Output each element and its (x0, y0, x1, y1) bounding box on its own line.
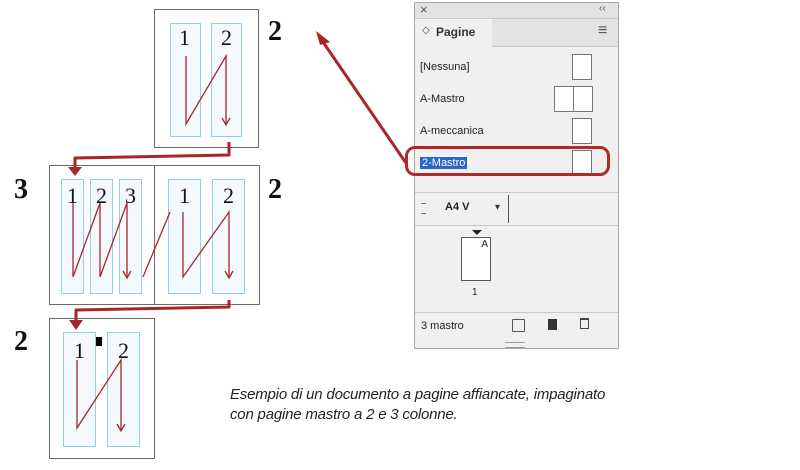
selected-master-highlight (405, 146, 610, 176)
divider-line (508, 195, 509, 223)
flow-line (143, 212, 170, 277)
master-thumbnail (572, 118, 592, 144)
column-number: 2 (118, 338, 129, 363)
master-thumbnail (573, 86, 593, 112)
flow-line (183, 212, 229, 277)
column-number: 2 (221, 25, 232, 50)
column-number: 3 (125, 183, 136, 208)
column-number: 2 (223, 183, 234, 208)
current-page-marker-icon (472, 230, 482, 235)
tab-arrows-icon: ◇ (422, 25, 430, 36)
flow-line (186, 56, 226, 124)
column-number: 1 (67, 183, 78, 208)
panel-divider (415, 192, 618, 193)
grip-icon (421, 203, 426, 214)
resize-grip-icon[interactable] (505, 342, 525, 348)
flow-connector (75, 142, 229, 168)
column-number: 1 (179, 25, 190, 50)
delete-trash-icon[interactable] (580, 318, 589, 329)
master-item-a-meccanica[interactable] (415, 116, 618, 146)
spread-column-count: 2 (268, 174, 282, 205)
master-thumbnail (572, 54, 592, 80)
spread-column-count: 2 (268, 16, 282, 47)
page-size-label: A4 V (445, 201, 470, 213)
tab-pagine[interactable] (416, 19, 493, 46)
column-number: 2 (96, 183, 107, 208)
master-label: A-meccanica (420, 125, 484, 137)
panel-divider (415, 312, 618, 313)
panel-title-bar (415, 3, 618, 19)
column-number: 1 (74, 338, 85, 363)
flow-line (77, 360, 121, 430)
panel-divider (415, 225, 618, 226)
master-thumbnail (554, 86, 574, 112)
collapse-icon[interactable]: ‹‹ (599, 3, 606, 14)
tab-label: Pagine (436, 25, 476, 39)
caption (230, 385, 605, 425)
page-number: 1 (472, 287, 478, 298)
page-size-dropdown-icon[interactable]: ▾ (495, 202, 501, 213)
master-label: A-Mastro (420, 93, 465, 105)
applied-master-letter: A (481, 239, 488, 250)
new-page-icon[interactable] (548, 319, 557, 330)
flow-connector (76, 300, 229, 320)
footer-status: 3 mastro (421, 320, 464, 332)
callout-arrow (323, 42, 406, 163)
master-label: [Nessuna] (420, 61, 470, 73)
flow-line (73, 203, 127, 277)
document-page-thumbnail[interactable] (461, 237, 491, 281)
edit-page-size-icon[interactable] (512, 319, 525, 332)
panel-menu-icon[interactable]: ≡ (598, 22, 608, 39)
caption-line: con pagine mastro a 2 e 3 colonne. (230, 406, 458, 423)
master-item-a-mastro[interactable] (415, 84, 618, 114)
column-number: 1 (179, 183, 190, 208)
master-item-none[interactable] (415, 52, 618, 82)
spread-column-count: 3 (14, 174, 28, 205)
spread-column-count: 2 (14, 326, 28, 357)
caption-line: Esempio di un documento a pagine affiancate, impaginato (230, 386, 606, 403)
master-label-selected: 2-Mastro (422, 157, 466, 169)
close-icon[interactable]: × (420, 2, 428, 17)
